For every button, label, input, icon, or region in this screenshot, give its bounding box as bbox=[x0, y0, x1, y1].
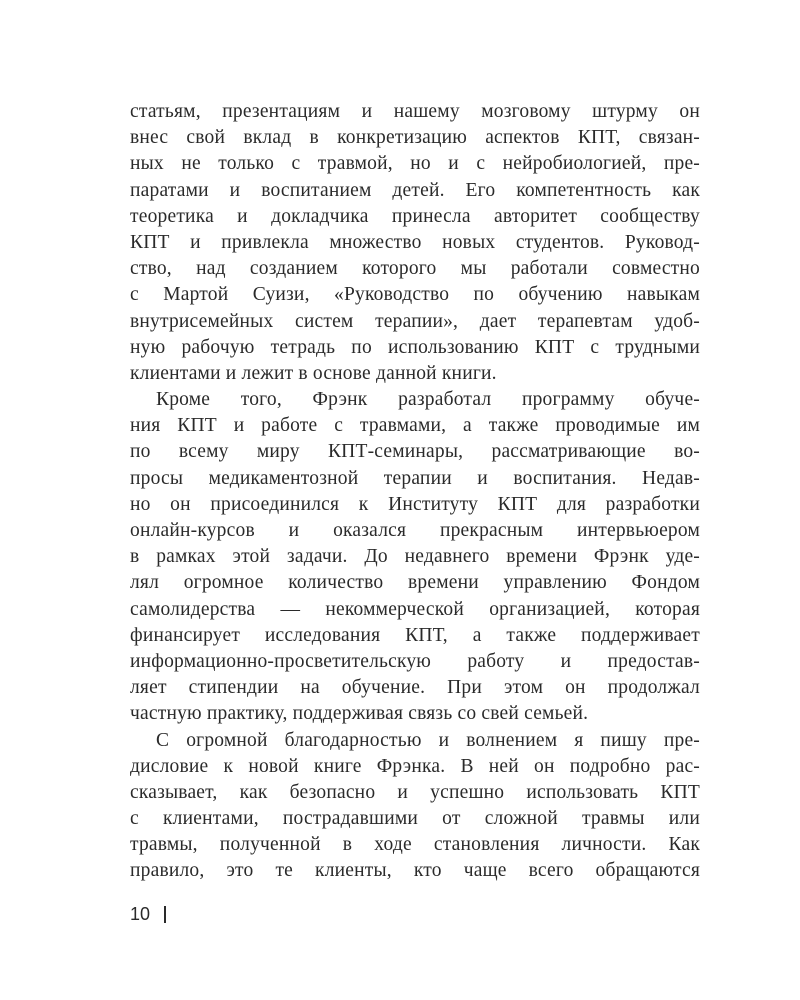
text-line: ную рабочую тетрадь по использованию КПТ с трудными bbox=[130, 336, 700, 358]
text-line: но он присоединился к Институту КПТ для разработки bbox=[130, 493, 700, 515]
page-number: 10 bbox=[130, 904, 151, 924]
text-line: с клиентами, пострадавшими от сложной травмы или bbox=[130, 808, 700, 830]
text-line: теоретика и докладчика принесла авторитет сообществу bbox=[130, 205, 700, 227]
text-line: клиентами и лежит в основе данной книги. bbox=[130, 362, 497, 384]
text-line: внес свой вклад в конкретизацию аспектов КПТ, связан- bbox=[130, 127, 700, 149]
body-text bbox=[130, 99, 700, 885]
text-line: паратами и воспитанием детей. Его компетентность как bbox=[130, 179, 700, 201]
text-line: самолидерства — некоммерческой организацией, которая bbox=[130, 598, 700, 620]
text-line: внутрисемейных систем терапии», дает терапевтам удоб- bbox=[130, 310, 700, 332]
text-line: лял огромное количество времени управлению Фондом bbox=[130, 572, 700, 594]
text-line: информационно-просветительскую работу и предостав- bbox=[130, 650, 700, 672]
text-line: сказывает, как безопасно и успешно использовать КПТ bbox=[130, 781, 700, 803]
text-line: правило, это те клиенты, кто чаще всего обращаются bbox=[130, 860, 700, 882]
text-line: с Мартой Суизи, «Руководство по обучению навыкам bbox=[130, 284, 700, 306]
page-number-divider bbox=[164, 906, 166, 923]
text-line: онлайн-курсов и оказался прекрасным интервьюером bbox=[130, 520, 700, 541]
text-line: ния КПТ и работе с травмами, а также проводимые им bbox=[130, 415, 700, 437]
text-line: ляет стипендии на обучение. При этом он продолжал bbox=[130, 677, 700, 699]
text-line: финансирует исследования КПТ, а также поддерживает bbox=[130, 624, 700, 646]
text-line: Кроме того, Фрэнк разработал программу обуче- bbox=[156, 389, 700, 411]
text-line: статьям, презентациям и нашему мозговому штурму он bbox=[130, 101, 700, 122]
text-line: в рамках этой задачи. До недавнего времени Фрэнк уде- bbox=[130, 546, 700, 568]
text-line: частную практику, поддерживая связь со свей семьей. bbox=[130, 703, 589, 725]
text-line: по всему миру КПТ-семинары, рассматривающие во- bbox=[130, 441, 700, 463]
text-line: ство, над созданием которого мы работали совместно bbox=[130, 258, 700, 280]
text-line: дисловие к новой книге Фрэнка. В ней он подробно рас- bbox=[130, 755, 700, 777]
text-line: ных не только с травмой, но и с нейробиологией, пре- bbox=[130, 153, 700, 175]
text-line: просы медикаментозной терапии и воспитания. Недав- bbox=[130, 467, 700, 489]
text-line: травмы, полученной в ходе становления личности. Как bbox=[130, 834, 700, 856]
text-line: КПТ и привлекла множество новых студентов. Руковод- bbox=[130, 231, 700, 253]
page-footer bbox=[130, 904, 166, 925]
text-line: С огромной благодарностью и волнением я пишу пре- bbox=[156, 729, 700, 751]
